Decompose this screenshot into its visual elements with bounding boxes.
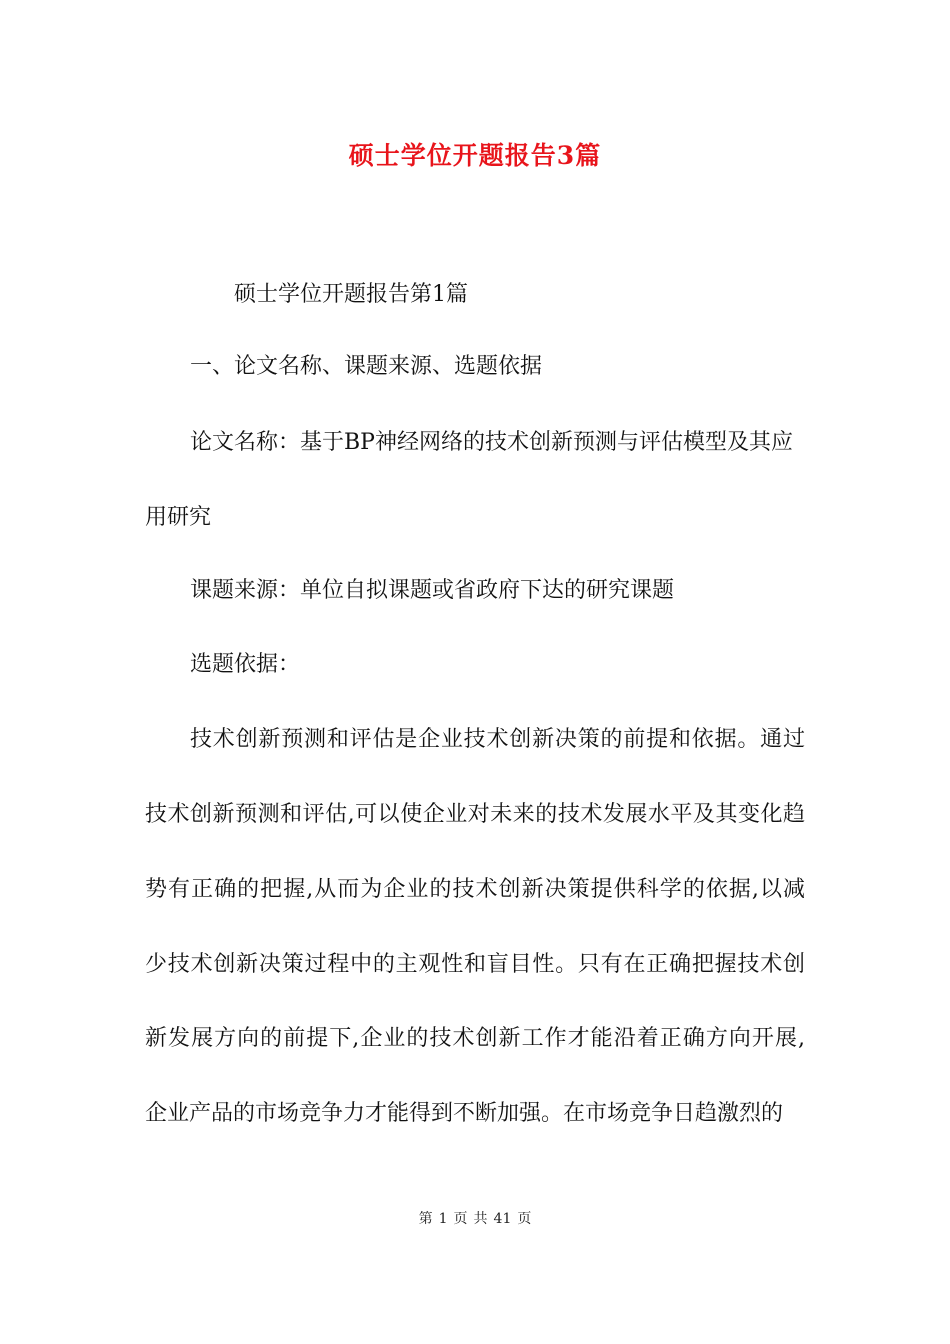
paragraph-line: 企业产品的市场竞争力才能得到不断加强。在市场竞争日趋激烈的 (145, 1101, 784, 1126)
paragraph-line: 技术创新预测和评估,可以使企业对未来的技术发展水平及其变化趋 (145, 802, 805, 827)
footer-total-label: 共 (473, 1211, 488, 1227)
paragraph-line: 新发展方向的前提下,企业的技术创新工作才能沿着正确方向开展, (145, 1026, 805, 1051)
paragraph-line: 选题依据： (190, 652, 301, 677)
paragraph-line: 用研究 (145, 505, 212, 530)
footer-total-pages: 41 (493, 1211, 512, 1227)
footer-current-page: 1 (438, 1211, 448, 1227)
page-footer (0, 1208, 950, 1228)
footer-page-unit: 页 (453, 1211, 468, 1227)
paragraph-line: 势有正确的把握,从而为企业的技术创新决策提供科学的依据,以减 (145, 877, 805, 902)
document-title: 硕士学位开题报告3篇 (348, 141, 602, 170)
paragraph-line: 课题来源：单位自拟课题或省政府下达的研究课题 (190, 578, 675, 603)
subsection-heading: 一、论文名称、课题来源、选题依据 (190, 354, 543, 379)
section-heading: 硕士学位开题报告第1篇 (234, 282, 468, 307)
paragraph-line: 论文名称：基于BP神经网络的技术创新预测与评估模型及其应 (190, 430, 793, 455)
footer-total-unit: 页 (517, 1211, 532, 1227)
paragraph-line: 技术创新预测和评估是企业技术创新决策的前提和依据。通过 (190, 727, 805, 752)
footer-page-label: 第 (418, 1211, 433, 1227)
paragraph-line: 少技术创新决策过程中的主观性和盲目性。只有在正确把握技术创 (145, 952, 805, 977)
